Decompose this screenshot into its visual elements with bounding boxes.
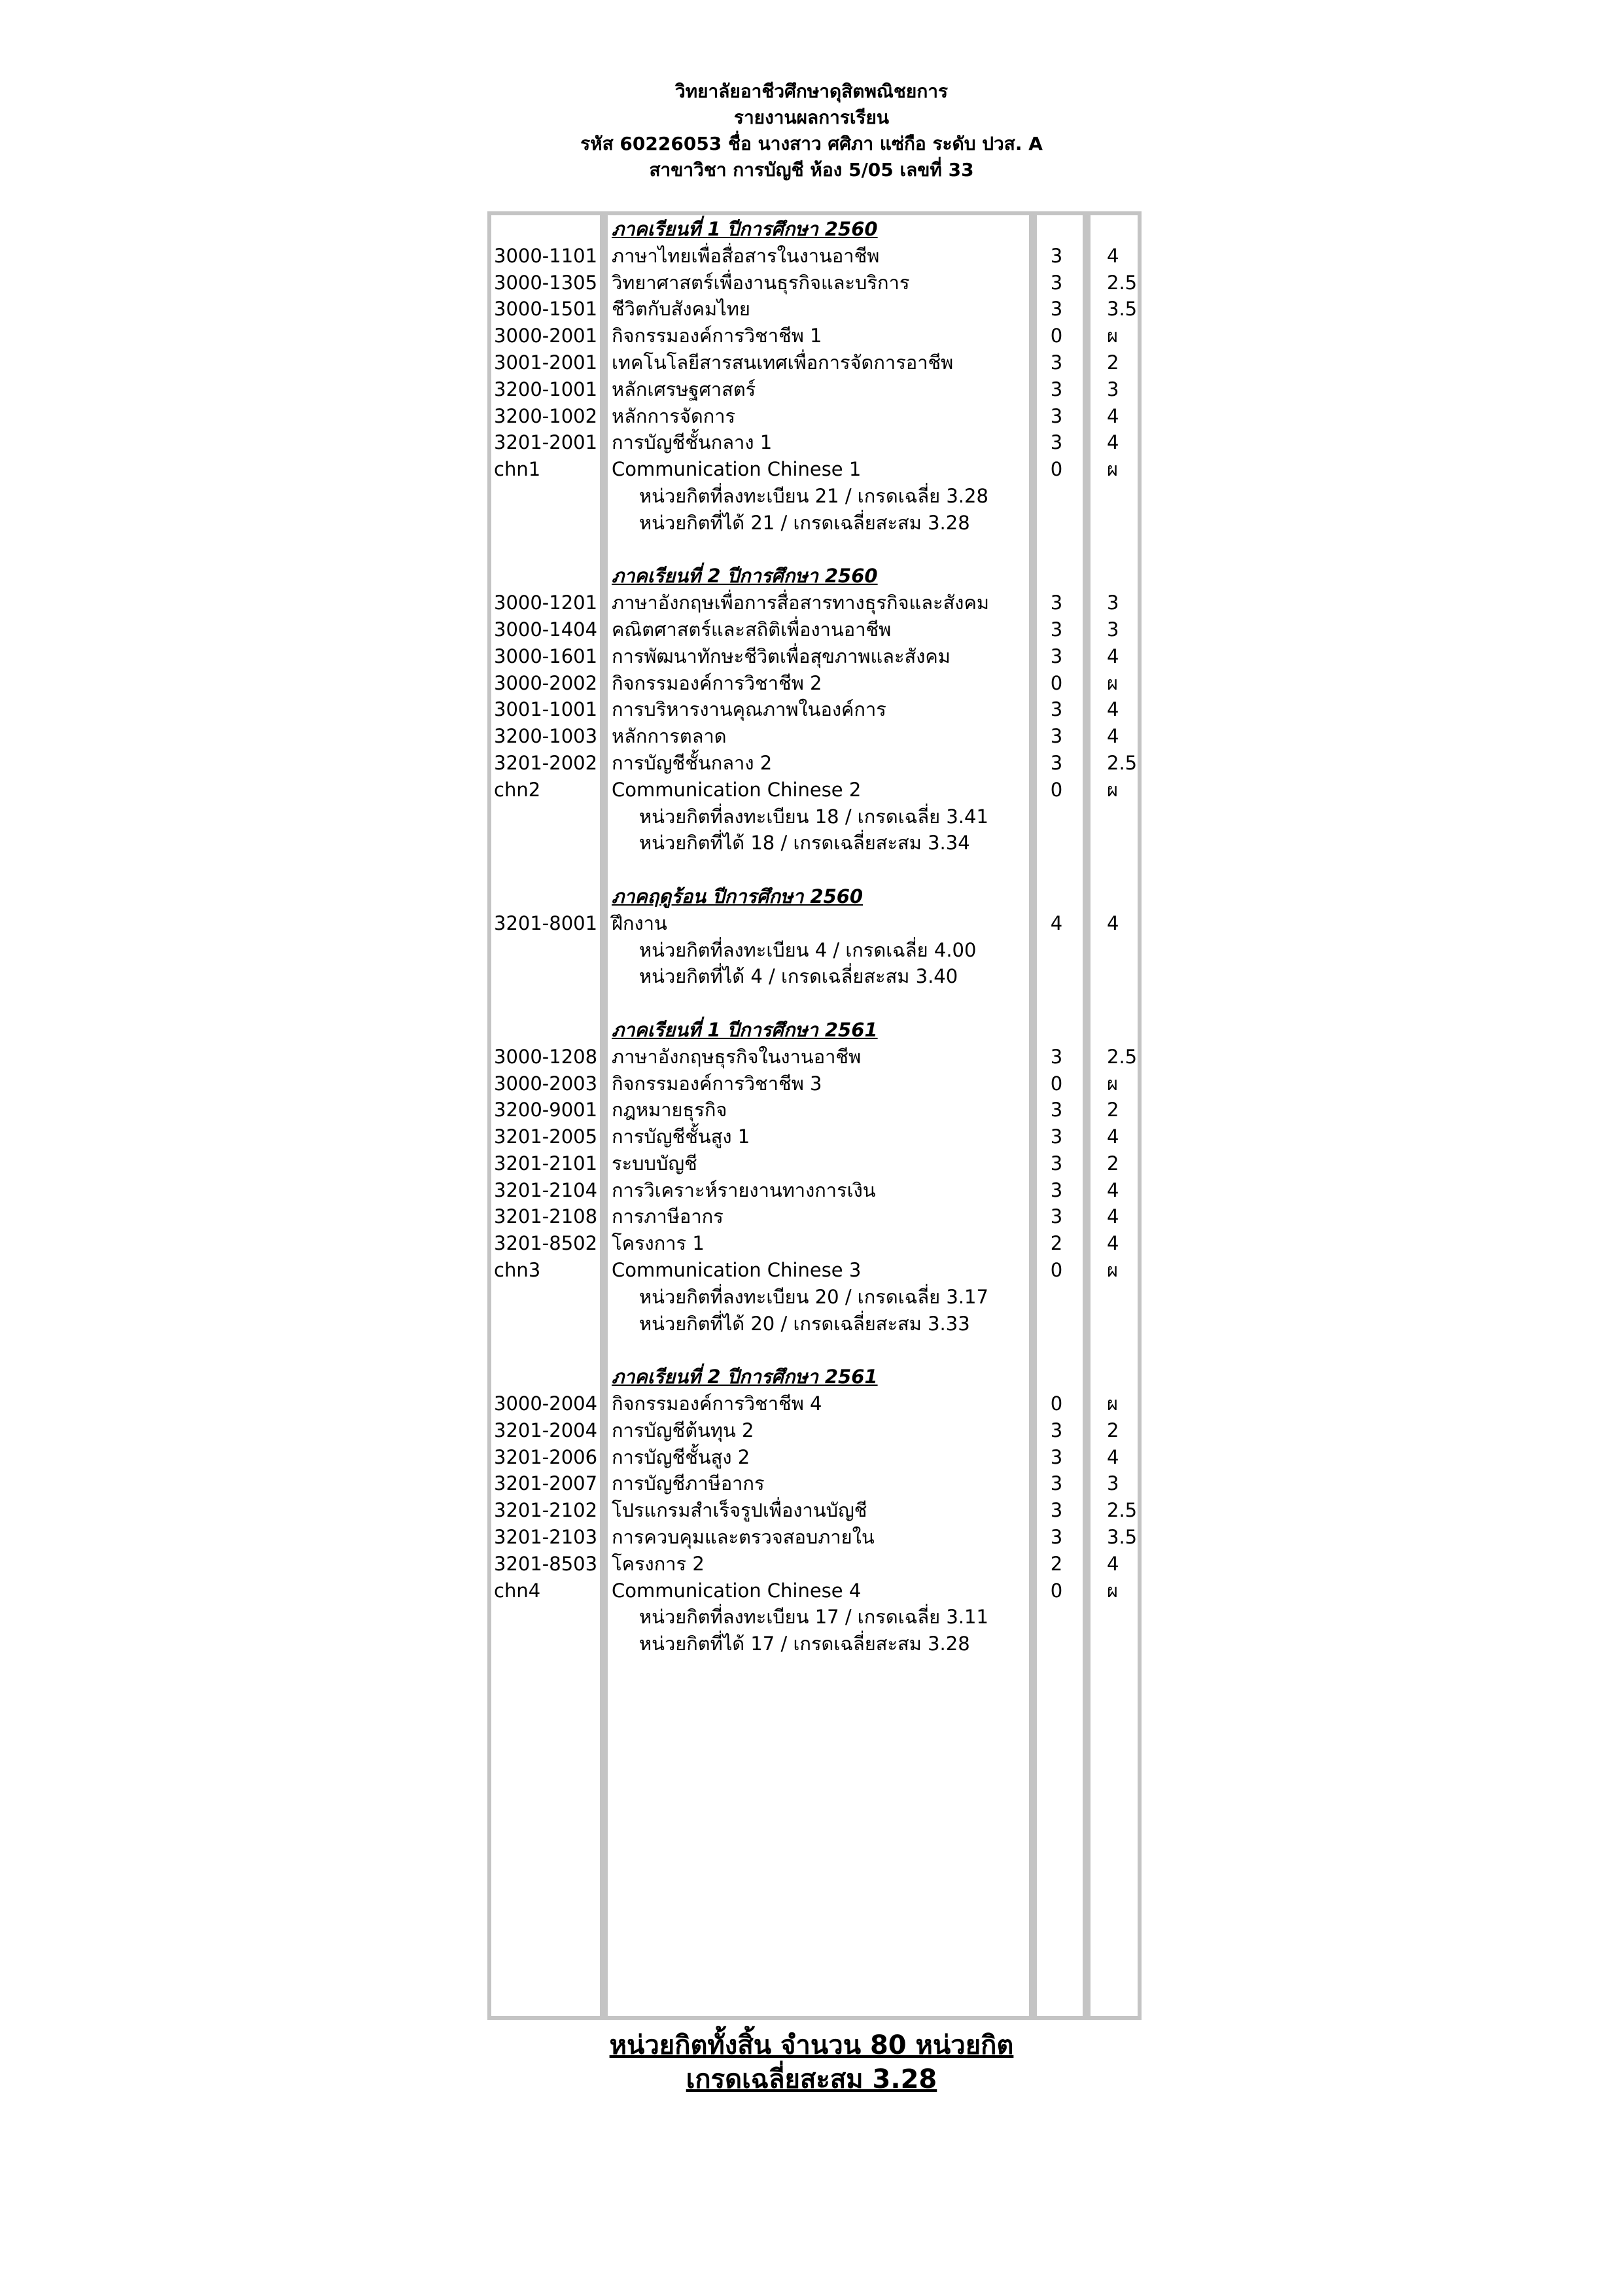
course-code: chn4	[494, 1579, 541, 1602]
course-grade: 2	[1107, 351, 1119, 374]
course-name: หลักการตลาด	[612, 725, 727, 748]
course-name: กิจกรรมองค์การวิชาชีพ 3	[612, 1072, 822, 1095]
registered-summary: หน่วยกิตที่ลงทะเบียน 4 / เกรดเฉลี่ย 4.00	[639, 938, 977, 961]
course-name: กิจกรรมองค์การวิชาชีพ 2	[612, 671, 822, 694]
course-code: 3000-1305	[494, 271, 598, 294]
earned-summary: หน่วยกิตที่ได้ 4 / เกรดเฉลี่ยสะสม 3.40	[639, 965, 958, 988]
course-name: การบัญชีต้นทุน 2	[612, 1419, 754, 1441]
course-name: หลักเศรษฐศาสตร์	[612, 378, 756, 400]
term-summary-row	[487, 1631, 1142, 1657]
course-code: 3001-1001	[494, 698, 598, 721]
course-row	[487, 349, 1142, 376]
course-units: 3	[1050, 271, 1063, 294]
term-summary-row	[487, 1604, 1142, 1631]
course-grade: 4	[1107, 244, 1119, 267]
course-units: 3	[1050, 1152, 1063, 1174]
course-units: 3	[1050, 1099, 1063, 1122]
course-code: 3201-2102	[494, 1499, 598, 1522]
course-row	[487, 1390, 1142, 1417]
course-name: วิทยาศาสตร์เพื่องานธุรกิจและบริการ	[612, 271, 910, 294]
course-units: 3	[1050, 1419, 1063, 1441]
course-code: 3000-1101	[494, 244, 598, 267]
course-row	[487, 1551, 1142, 1578]
course-units: 3	[1050, 1445, 1063, 1468]
course-code: 3000-1601	[494, 645, 598, 667]
course-grade: 3	[1107, 1472, 1119, 1495]
course-row	[487, 1150, 1142, 1177]
course-name: การวิเคราะห์รายงานทางการเงิน	[612, 1178, 876, 1201]
course-grade: 4	[1107, 431, 1119, 454]
transcript-body	[487, 216, 1142, 1657]
course-name: ฝึกงาน	[612, 911, 667, 934]
course-name: Communication Chinese 1	[612, 458, 862, 481]
course-row	[487, 1444, 1142, 1471]
course-row	[487, 1070, 1142, 1097]
student-info: รหัส 60226053 ชื่อ นางสาว ศศิภา แซ่กือ ระดับ ปวส. A	[580, 133, 1043, 154]
course-grade: ผ	[1107, 1392, 1118, 1415]
course-code: 3201-2004	[494, 1419, 598, 1441]
earned-summary: หน่วยกิตที่ได้ 17 / เกรดเฉลี่ยสะสม 3.28	[639, 1633, 970, 1655]
course-grade: 2	[1107, 1152, 1119, 1174]
college-name: วิทยาลัยอาชีวศึกษาดุสิตพณิชยการ	[674, 80, 949, 102]
course-row	[487, 616, 1142, 643]
term-heading-row	[487, 563, 1142, 590]
course-grade: ผ	[1107, 778, 1118, 801]
course-grade: 4	[1107, 1552, 1119, 1575]
report-header	[0, 79, 1623, 183]
course-grade: 4	[1107, 1178, 1119, 1201]
course-code: 3200-1001	[494, 378, 598, 400]
course-units: 0	[1050, 325, 1063, 347]
term-heading-row	[487, 883, 1142, 910]
course-grade: ผ	[1107, 1579, 1118, 1602]
course-name: ชีวิตกับสังคมไทย	[612, 298, 750, 321]
course-row	[487, 1497, 1142, 1524]
course-units: 3	[1050, 645, 1063, 667]
term-title: ภาคเรียนที่ 2 ปีการศึกษา 2560	[612, 565, 878, 588]
course-row	[487, 456, 1142, 483]
registered-summary: หน่วยกิตที่ลงทะเบียน 17 / เกรดเฉลี่ย 3.11	[639, 1606, 988, 1629]
course-row	[487, 1524, 1142, 1551]
term-title: ภาคเรียนที่ 1 ปีการศึกษา 2560	[612, 218, 878, 240]
term-summary-row	[487, 1311, 1142, 1337]
course-units: 3	[1050, 1472, 1063, 1495]
spacer-line	[487, 857, 1142, 883]
term-summary-row	[487, 804, 1142, 830]
term-summary-row	[487, 963, 1142, 990]
course-code: 3200-1003	[494, 725, 598, 748]
course-grade: 2	[1107, 1419, 1119, 1441]
course-code: 3201-2007	[494, 1472, 598, 1495]
course-row	[487, 1123, 1142, 1150]
course-name: ภาษาอังกฤษธุรกิจในงานอาชีพ	[612, 1045, 862, 1068]
course-row	[487, 1578, 1142, 1604]
course-units: 3	[1050, 431, 1063, 454]
course-code: 3201-2108	[494, 1205, 598, 1228]
course-row	[487, 643, 1142, 670]
course-code: 3201-8001	[494, 911, 598, 934]
course-grade: 4	[1107, 698, 1119, 721]
course-grade: 4	[1107, 725, 1119, 748]
course-grade: 3	[1107, 378, 1119, 400]
course-units: 3	[1050, 618, 1063, 641]
course-grade: 2.5	[1107, 1045, 1138, 1068]
course-units: 0	[1050, 671, 1063, 694]
course-name: การบัญชีภาษีอากร	[612, 1472, 765, 1495]
course-code: 3201-2006	[494, 1445, 598, 1468]
report-title: รายงานผลการเรียน	[733, 107, 890, 128]
course-name: การบัญชีชั้นกลาง 2	[612, 751, 773, 774]
course-grade: 4	[1107, 1125, 1119, 1148]
course-code: 3200-1002	[494, 404, 598, 427]
term-summary-row	[487, 830, 1142, 857]
course-row	[487, 723, 1142, 750]
registered-summary: หน่วยกิตที่ลงทะเบียน 20 / เกรดเฉลี่ย 3.17	[639, 1285, 988, 1308]
course-name: โครงการ 2	[612, 1552, 705, 1575]
cumulative-gpa: เกรดเฉลี่ยสะสม 3.28	[686, 2064, 937, 2094]
spacer-line	[487, 1337, 1142, 1364]
course-grade: 2.5	[1107, 271, 1138, 294]
course-name: Communication Chinese 3	[612, 1259, 862, 1282]
course-code: 3201-2103	[494, 1526, 598, 1549]
term-summary-row	[487, 937, 1142, 964]
registered-summary: หน่วยกิตที่ลงทะเบียน 21 / เกรดเฉลี่ย 3.28	[639, 484, 988, 507]
course-code: 3000-2002	[494, 671, 598, 694]
course-grade: 4	[1107, 911, 1119, 934]
course-row	[487, 1044, 1142, 1070]
course-name: โปรแกรมสำเร็จรูปเพื่องานบัญชี	[612, 1499, 867, 1522]
course-units: 0	[1050, 458, 1063, 481]
term-title: ภาคเรียนที่ 2 ปีการศึกษา 2561	[612, 1366, 878, 1388]
course-name: การบัญชีชั้นกลาง 1	[612, 431, 773, 454]
course-units: 3	[1050, 751, 1063, 774]
course-grade: 3.5	[1107, 1526, 1138, 1549]
report-footer	[0, 2028, 1623, 2096]
course-units: 3	[1050, 1125, 1063, 1148]
course-units: 3	[1050, 592, 1063, 614]
term-heading-row	[487, 1364, 1142, 1390]
course-grade: ผ	[1107, 1072, 1118, 1095]
course-code: 3000-1501	[494, 298, 598, 321]
course-row	[487, 1177, 1142, 1204]
course-name: การพัฒนาทักษะชีวิตเพื่อสุขภาพและสังคม	[612, 645, 951, 667]
course-name: เทคโนโลยีสารสนเทศเพื่อการจัดการอาชีพ	[612, 351, 954, 374]
course-name: ภาษาไทยเพื่อสื่อสารในงานอาชีพ	[612, 244, 880, 267]
course-units: 3	[1050, 1526, 1063, 1549]
course-grade: 4	[1107, 645, 1119, 667]
term-summary-row	[487, 1284, 1142, 1311]
course-row	[487, 670, 1142, 697]
term-summary-row	[487, 510, 1142, 537]
course-units: 0	[1050, 1579, 1063, 1602]
earned-summary: หน่วยกิตที่ได้ 20 / เกรดเฉลี่ยสะสม 3.33	[639, 1312, 970, 1335]
course-name: กฎหมายธุรกิจ	[612, 1099, 727, 1122]
program-info: สาขาวิชา การบัญชี ห้อง 5/05 เลขที่ 33	[649, 159, 974, 181]
course-grade: 2.5	[1107, 751, 1138, 774]
course-units: 3	[1050, 1178, 1063, 1201]
course-row	[487, 1257, 1142, 1284]
course-name: การภาษีอากร	[612, 1205, 724, 1228]
course-units: 3	[1050, 378, 1063, 400]
course-row	[487, 270, 1142, 296]
course-grade: 3.5	[1107, 298, 1138, 321]
course-name: ภาษาอังกฤษเพื่อการสื่อสารทางธุรกิจและสังคม	[612, 592, 989, 614]
course-row	[487, 1097, 1142, 1123]
course-code: 3201-2104	[494, 1178, 598, 1201]
course-units: 2	[1050, 1232, 1063, 1255]
spacer-line	[487, 537, 1142, 563]
course-grade: 3	[1107, 592, 1119, 614]
course-name: การบริหารงานคุณภาพในองค์การ	[612, 698, 886, 721]
course-code: 3201-2002	[494, 751, 598, 774]
course-grade: ผ	[1107, 1259, 1118, 1282]
course-row	[487, 429, 1142, 456]
course-code: 3000-1201	[494, 592, 598, 614]
course-row	[487, 1203, 1142, 1230]
course-code: chn2	[494, 778, 541, 801]
term-heading-row	[487, 216, 1142, 243]
course-name: คณิตศาสตร์และสถิติเพื่องานอาชีพ	[612, 618, 892, 641]
course-units: 0	[1050, 1259, 1063, 1282]
course-units: 3	[1050, 1205, 1063, 1228]
course-code: 3000-2001	[494, 325, 598, 347]
course-code: 3001-2001	[494, 351, 598, 374]
course-units: 3	[1050, 404, 1063, 427]
earned-summary: หน่วยกิตที่ได้ 18 / เกรดเฉลี่ยสะสม 3.34	[639, 832, 970, 855]
course-row	[487, 1470, 1142, 1497]
course-units: 4	[1050, 911, 1063, 934]
course-units: 3	[1050, 698, 1063, 721]
earned-summary: หน่วยกิตที่ได้ 21 / เกรดเฉลี่ยสะสม 3.28	[639, 511, 970, 534]
course-row	[487, 590, 1142, 616]
course-row	[487, 376, 1142, 403]
course-name: กิจกรรมองค์การวิชาชีพ 4	[612, 1392, 822, 1415]
course-row	[487, 1230, 1142, 1257]
term-title: ภาคเรียนที่ 1 ปีการศึกษา 2561	[612, 1018, 878, 1041]
course-name: กิจกรรมองค์การวิชาชีพ 1	[612, 325, 822, 347]
course-grade: 4	[1107, 1232, 1119, 1255]
course-units: 3	[1050, 1499, 1063, 1522]
course-row	[487, 777, 1142, 804]
course-code: 3000-1208	[494, 1045, 598, 1068]
course-grade: 4	[1107, 1205, 1119, 1228]
course-row	[487, 296, 1142, 323]
term-heading-row	[487, 1017, 1142, 1044]
course-name: หลักการจัดการ	[612, 404, 736, 427]
course-row	[487, 323, 1142, 349]
registered-summary: หน่วยกิตที่ลงทะเบียน 18 / เกรดเฉลี่ย 3.41	[639, 805, 988, 828]
course-row	[487, 696, 1142, 723]
course-grade: 2.5	[1107, 1499, 1138, 1522]
course-grade: 2	[1107, 1099, 1119, 1122]
course-units: 2	[1050, 1552, 1063, 1575]
course-units: 3	[1050, 725, 1063, 748]
course-name: การบัญชีชั้นสูง 2	[612, 1445, 750, 1468]
course-row	[487, 243, 1142, 270]
course-code: 3201-8502	[494, 1232, 598, 1255]
course-name: Communication Chinese 2	[612, 778, 862, 801]
course-units: 3	[1050, 298, 1063, 321]
course-row	[487, 750, 1142, 777]
course-code: 3000-2003	[494, 1072, 598, 1095]
spacer-line	[487, 990, 1142, 1017]
course-grade: ผ	[1107, 325, 1118, 347]
total-units: หน่วยกิตทั้งสิ้น จำนวน 80 หน่วยกิต	[609, 2030, 1014, 2060]
course-grade: ผ	[1107, 671, 1118, 694]
course-code: 3000-1404	[494, 618, 598, 641]
course-units: 0	[1050, 778, 1063, 801]
term-title: ภาคฤดูร้อน ปีการศึกษา 2560	[612, 885, 864, 908]
course-code: 3000-2004	[494, 1392, 598, 1415]
course-code: 3201-2005	[494, 1125, 598, 1148]
course-name: การบัญชีชั้นสูง 1	[612, 1125, 750, 1148]
course-units: 3	[1050, 1045, 1063, 1068]
course-code: 3200-9001	[494, 1099, 598, 1122]
course-name: Communication Chinese 4	[612, 1579, 862, 1602]
course-row	[487, 1417, 1142, 1444]
course-row	[487, 403, 1142, 430]
course-units: 3	[1050, 351, 1063, 374]
course-grade: 4	[1107, 404, 1119, 427]
course-units: 0	[1050, 1072, 1063, 1095]
course-grade: 4	[1107, 1445, 1119, 1468]
course-units: 3	[1050, 244, 1063, 267]
course-code: 3201-8503	[494, 1552, 598, 1575]
course-grade: ผ	[1107, 458, 1118, 481]
course-code: chn1	[494, 458, 541, 481]
course-name: โครงการ 1	[612, 1232, 705, 1255]
course-row	[487, 910, 1142, 937]
course-name: การควบคุมและตรวจสอบภายใน	[612, 1526, 875, 1549]
course-code: chn3	[494, 1259, 541, 1282]
course-code: 3201-2101	[494, 1152, 598, 1174]
course-units: 0	[1050, 1392, 1063, 1415]
course-code: 3201-2001	[494, 431, 598, 454]
course-grade: 3	[1107, 618, 1119, 641]
term-summary-row	[487, 483, 1142, 510]
course-name: ระบบบัญชี	[612, 1152, 697, 1174]
